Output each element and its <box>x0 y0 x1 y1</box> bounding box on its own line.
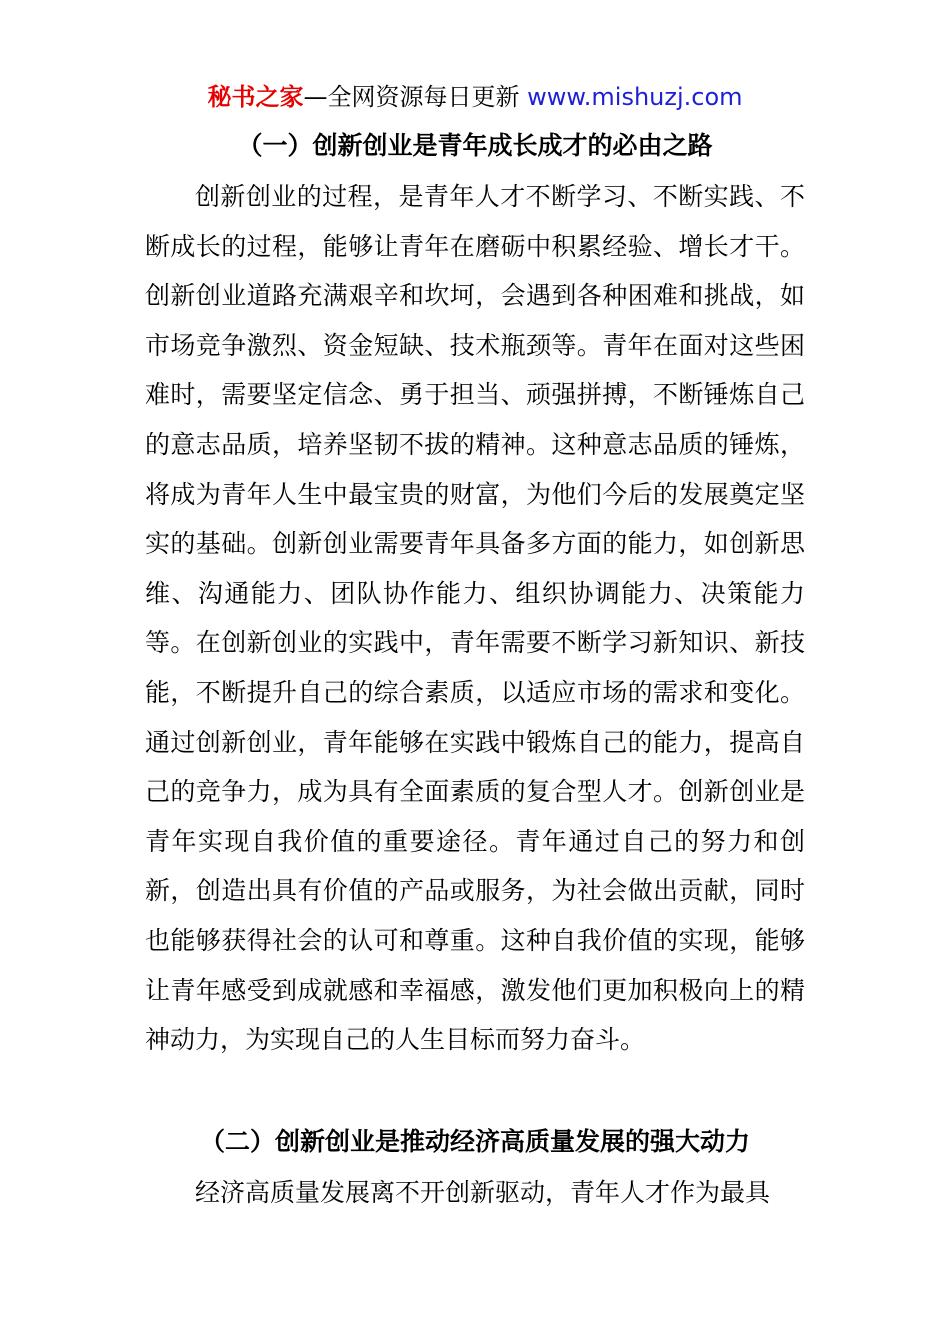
header-separator: — <box>303 83 328 111</box>
header-tagline: 全网资源每日更新 <box>327 83 520 111</box>
section-heading-2: （二）创新创业是推动经济高质量发展的强大动力 <box>199 1127 750 1156</box>
section-body-2 <box>145 1168 805 1218</box>
paragraph: 创新创业的过程，是青年人才不断学习、不断实践、不断成长的过程，能够让青年在磨砺中积累经验、增长才干。创新创业道路充满艰辛和坎坷，会遇到各种困难和挑战，如市场竞争激烈、资金短缺、技术瓶颈等。青年在面对这些困难时，需要坚定信念、勇于担当、顽强拼搏，不断锤炼自己的意志品质，培养坚韧不拔的精神。这种意志品质的锤炼，将成为青年人生中最宝贵的财富，为他们今后的发展奠定坚实的基础。创新创业需要青年具备多方面的能力，如创新思维、沟通能力、团队协作能力、组织协调能力、决策能力等。在创新创业的实践中，青年需要不断学习新知识、新技能，不断提升自己的综合素质，以适应市场的需求和变化。通过创新创业，青年能够在实践中锻炼自己的能力，提高自己的竞争力，成为具有全面素质的复合型人才。创新创业是青年实现自我价值的重要途径。青年通过自己的努力和创新，创造出具有价值的产品或服务，为社会做出贡献，同时也能够获得社会的认可和尊重。这种自我价值的实现，能够让青年感受到成就感和幸福感，激发他们更加积极向上的精神动力，为实现自己的人生目标而努力奋斗。 <box>145 182 805 1055</box>
paragraph: 经济高质量发展离不开创新驱动，青年人才作为最具 <box>195 1178 771 1207</box>
site-url-link[interactable]: www.mishuzj.com <box>527 83 743 111</box>
section-heading-1: （一）创新创业是青年成长成才的必由之路 <box>237 131 713 160</box>
site-header <box>0 80 950 114</box>
brand-name: 秘书之家 <box>207 83 304 111</box>
section-body-1 <box>145 172 805 1065</box>
